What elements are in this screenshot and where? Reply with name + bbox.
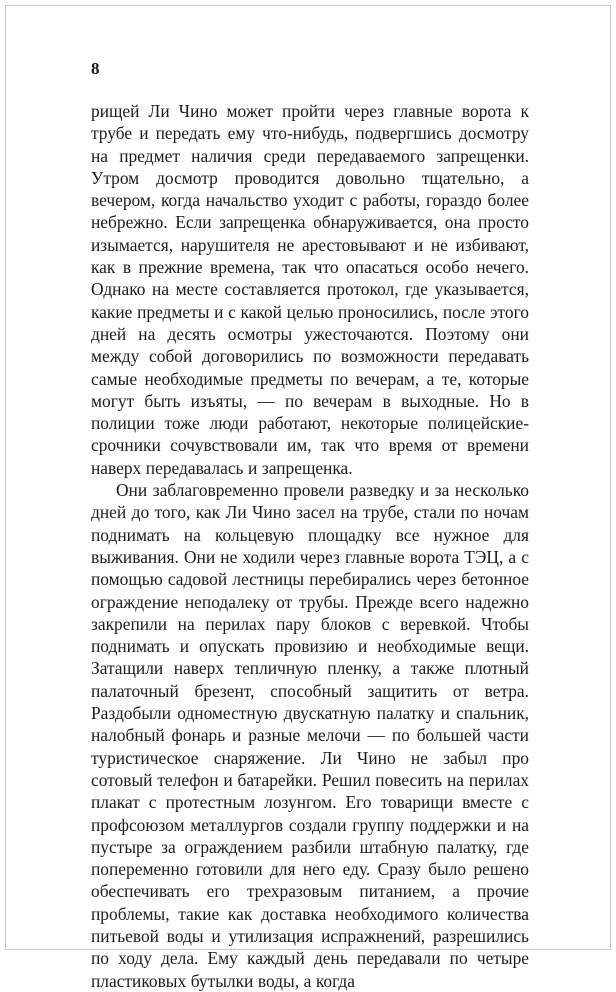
page-number: 8 (91, 59, 100, 78)
paragraph: Они заблаговременно провели разведку и за несколько дней до того, как Ли Чино засел на трубе, стали по ночам поднимать на кольцевую площадку все нужное для выживания. Они не ходили через главные ворота ТЭЦ, а с помощью садовой лестницы перебирались через бетонное ограждение неподалеку от трубы. Прежде всего надежно закрепили на перилах пару блоков с веревкой. Чтобы поднимать и опускать провизию и необходимые вещи. Затащили наверх тепличную пленку, а также плотный палаточный брезент, способный защитить от ветра. Раздобыли одноместную двускатную палатку и спальник, налобный фонарь и разные мелочи — по большей части туристическое снаряжение. Ли Чино не забыл про сотовый телефон и батарейки. Решил повесить на перилах плакат с протестным лозунгом. Его товарищи вместе с профсоюзом металлургов создали группу поддержки и на пустыре за ограждением разбили штабную палатку, где попеременно готовили для него еду. Сразу было решено обеспечивать его трехразовым питанием, а прочие проблемы, такие как доставка необходимого количества питьевой воды и утилизация испражнений, разрешились по ходу дела. Ему каждый день передавали по четыре пластиковых бутылки воды, а когда (91, 480, 529, 991)
paragraph-continued: рищей Ли Чино может пройти через главные ворота к трубе и передать ему что-нибудь, подвергшись досмотру на предмет наличия среди передаваемого запрещенки. Утром досмотр проводится довольно тщательно, а вечером, когда начальство уходит с работы, гораздо более небрежно. Если запрещенка обнаруживается, она просто изымается, нарушителя не арестовывают и не избивают, как в прежние времена, так что опасаться особо нечего. Однако на месте составляется протокол, где указывается, какие предметы и с какой целью проносились, после этого дней на десять осмотры ужесточаются. Поэтому они между собой договорились по возможности передавать самые необходимые предметы по вечерам, а те, которые могут быть изъяты, — по вечерам в выходные. Но в полиции тоже люди работают, некоторые полицейские-срочники сочувствовали им, так что время от времени наверх передавалась и запрещенка. (91, 101, 529, 478)
body-text (91, 100, 529, 992)
